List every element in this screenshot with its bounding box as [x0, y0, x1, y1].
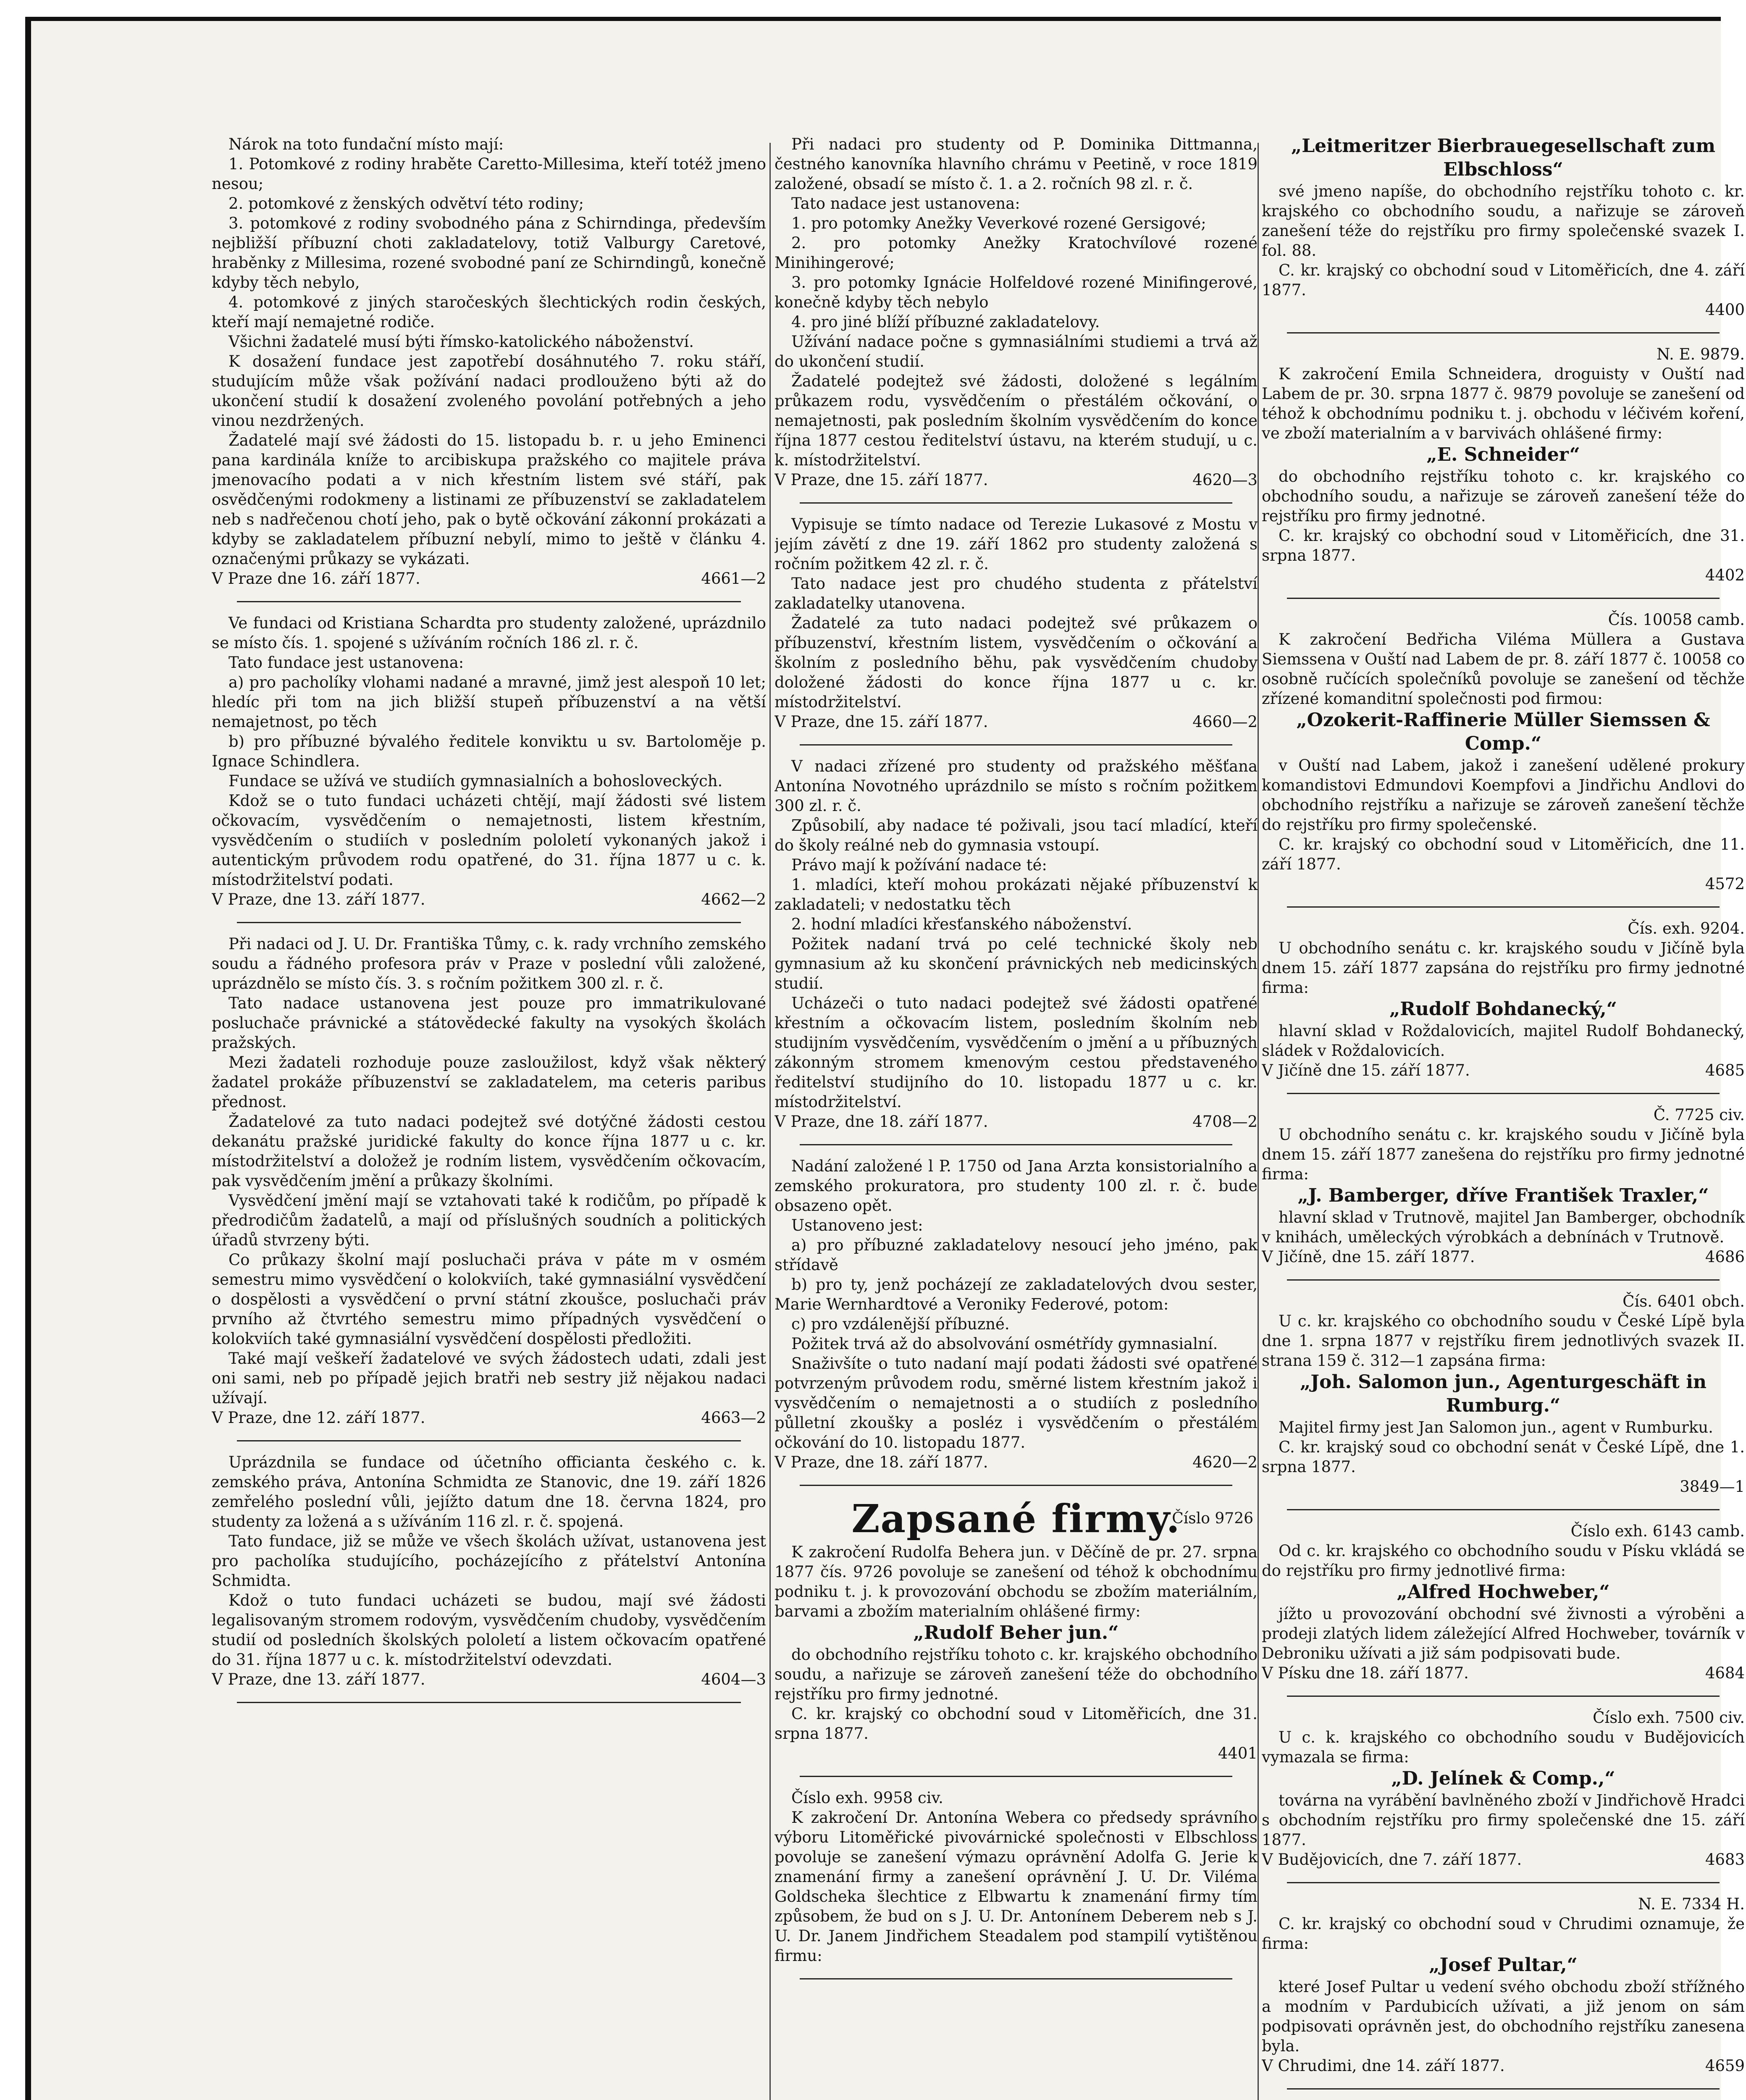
- paragraph: Fundace se užívá ve studiích gymnasialních a bohosloveckých.: [228, 772, 723, 790]
- notice-signoff: [1262, 1060, 1745, 1080]
- column-divider: [1258, 143, 1259, 2100]
- notice-divider: [237, 601, 741, 602]
- firm-name: „Ozokerit-Raffinerie Müller Siemssen & Comp.“: [1296, 709, 1710, 754]
- notice: [775, 1542, 1258, 1763]
- paragraph: 3. potomkové z rodiny svobodného pána z Schirndinga, především nejbližší příbuzní choti zakladatelovy, totiž Valburgy Caretové, hraběnky z Millesima, rozené svobodné paní ze Schirndingů, konečně kdyby těch nebylo,: [212, 214, 766, 291]
- notice: [1262, 919, 1745, 1080]
- notice: [775, 514, 1258, 732]
- notice-divider: [800, 1144, 1232, 1145]
- notice-place-date: V Praze, dne 18. září 1877.: [775, 1113, 988, 1131]
- paragraph: 2. potomkové z ženských odvětví této rodiny;: [228, 194, 584, 213]
- paragraph: Ucházeči o tuto nadaci podejtež své žádosti opatřené křestním a očkovacím listem, posledním školním neb studijním vysvědčením, vysvědčením o jmění a u příbuzných zákonným stromem kmenovým cestou představeného ředitelství studijního do 10. listopadu 1877 u c. kr. místodržitelství.: [775, 994, 1258, 1111]
- paragraph: Při nadaci od J. U. Dr. Františka Tůmy, c. k. rady vrchního zemského soudu a řádného profesora práv v Praze v poslední vůli založené, uprázdnělo se místo čís. 3. s ročním požitkem 300 zl. r. č.: [212, 935, 766, 992]
- paragraph: 1. mladíci, kteří mohou prokázati nějaké příbuzenství k zakladateli; v nedostatku těch: [775, 876, 1258, 914]
- notice-divider: [1287, 1279, 1720, 1281]
- notice-signoff: [1262, 1477, 1745, 1496]
- paragraph: Způsobilí, aby nadace té poživali, jsou tací mladící, kteří do školy reálné neb do gymnasia vstoupí.: [775, 816, 1258, 854]
- paragraph: hlavní sklad v Trutnově, majitel Jan Bamberger, obchodník v knihách, uměleckých výrobkách a debnínách v Trutnově.: [1262, 1208, 1745, 1246]
- notice-place-date: V Praze, dne 13. září 1877.: [212, 1670, 425, 1688]
- paragraph: K zakročení Bedřicha Viléma Müllera a Gustava Siemssena v Ouští nad Labem de pr. 8. září 1877 č. 10058 co osobně ručících společníků povoluje se zanešení od těchže zřízené komanditní společnosti pod firmou:: [1262, 630, 1745, 708]
- paragraph: U c. kr. krajského co obchodního soudu v České Lípě byla dne 1. srpna 1877 v rejstříku firem jednotlivých svazek II. strana 159 č. 312—1 zapsána firma:: [1262, 1312, 1745, 1370]
- notice-signoff: [775, 470, 1258, 490]
- paragraph: 2. hodní mladíci křesťanského náboženství.: [791, 915, 1132, 933]
- notice: [775, 134, 1258, 490]
- paragraph: Žadatelé mají své žádosti do 15. listopadu b. r. u jeho Eminenci pana kardinála kníže to arcibiskupa pražského co majitele práva jmenovacího podati a v nich křestním listem své stáří, pak osvědčenými rodokmeny a listinami ze příbuzenství se zakladatelem neb s nadřečenou chotí jeho, pak o bytě očkování zákonní prokázati a kdyby se zakladatelem příbuzní nebylí, mimo to ještě v článku 4. označenými průkazy se vykázati.: [212, 431, 766, 568]
- paragraph: Právo mají k požívání nadace té:: [791, 856, 1047, 874]
- paragraph: c) pro vzdálenější příbuzné.: [791, 1315, 1010, 1333]
- paragraph: Užívání nadace počne s gymnasiálními studiemi a trvá až do ukončení studií.: [775, 333, 1258, 370]
- notice-number: 3849—1: [1680, 1478, 1745, 1496]
- notice-number: 4402: [1705, 566, 1745, 584]
- notice: [1262, 134, 1745, 320]
- notice-signoff: [212, 890, 766, 909]
- notice-number: 4686: [1705, 1248, 1745, 1266]
- notice-divider: [1287, 1509, 1720, 1510]
- notice-number: 4572: [1705, 875, 1745, 893]
- paragraph: C. kr. krajský co obchodní soud v Litoměřicích, dne 31. srpna 1877.: [775, 1705, 1258, 1743]
- paragraph: Snaživšíte o tuto nadaní mají podati žádosti své opatřené potvrzeným průvodem rodu, směrné listem křestním jakož i vysvědčením o nemajetnosti a o studiích z posledního půlletní zkoušky a posléz i vysvědčením o přestálém očkování do 10. listopadu 1877.: [775, 1354, 1258, 1452]
- notice-divider: [237, 1702, 741, 1703]
- paragraph: 4. potomkové z jiných staročeských šlechtických rodin českých, kteří mají nemajetné rodiče.: [212, 293, 766, 331]
- paragraph: C. kr. krajský co obchodní soud v Litoměřicích, dne 31. srpna 1877.: [1262, 527, 1745, 564]
- notice-place-date: V Jičíně dne 15. září 1877.: [1262, 1061, 1470, 1079]
- notice-number: 4708—2: [1192, 1113, 1258, 1131]
- paragraph: Nadání založené l P. 1750 od Jana Arzta konsistorialního a zemského prokuratora, pro studenty 100 zl. r. č. bude obsazeno opět.: [775, 1157, 1258, 1215]
- paragraph: Kdož o tuto fundaci ucházeti se budou, mají své žádosti legalisovaným stromem rodovým, vysvědčením chudoby, vysvědčením studií od posledních školských pololetí a listem očkovacím opatřené do 31. října 1877 u c. k. místodržitelství odevzdati.: [212, 1591, 766, 1669]
- notice-signoff: [775, 1112, 1258, 1131]
- firm-name: „Joh. Salomon jun., Agenturgeschäft in Rumburg.“: [1300, 1371, 1707, 1416]
- paragraph: 1. Potomkové z rodiny hraběte Caretto-Millesima, kteří totéž jmeno nesou;: [212, 155, 766, 193]
- paragraph: K zakročení Rudolfa Behera jun. v Děčíně de pr. 27. srpna 1877 čís. 9726 povoluje se zanešení od téhož k obchodnímu podniku t. j. k provozování obchodu se zbožím materiálním, barvami a zbožím materialním ohlášené firmy:: [775, 1543, 1258, 1620]
- column-middle: [775, 134, 1258, 2100]
- paragraph: Co průkazy školní mají posluchači práva v páte m v osmém semestru mimo vysvědčení o kolokviích, také gymnasiální vysvědčení o dospělosti a vysvědčení o první státní zkoušce, posluchači práv prvního až čtvrtého semestru mimo případných vysvědčení o kolokviích také gymnasiální vysvědčení dospělosti předložiti.: [212, 1251, 766, 1348]
- paragraph: v Ouští nad Labem, jakož i zanešení udělené prokury komandistovi Edmundovi Koempfovi a Jindřichu Andlovi do obchodního rejstříku a nařizuje se zároveň zanešení těchže do rejstříku pro firmy společenské.: [1262, 756, 1745, 834]
- column-left: [212, 134, 766, 2100]
- notice-divider: [800, 744, 1232, 746]
- notice-number: 4604—3: [701, 1670, 766, 1688]
- firm-name: „Leitmeritzer Bierbrauegesellschaft zum Elbschloss“: [1291, 135, 1716, 180]
- notice-divider: [237, 1440, 741, 1441]
- paragraph: Při nadaci pro studenty od P. Dominika Dittmanna, čestného kanovníka hlavního chrámu v Peetině, v roce 1819 založené, obsadí se místo č. 1. a 2. ročních 98 zl. r. č.: [775, 135, 1258, 193]
- notice-divider: [800, 1978, 1232, 1979]
- paragraph: Nárok na toto fundační místo mají:: [228, 135, 504, 153]
- notice-number: 4685: [1705, 1061, 1745, 1079]
- paragraph: Od c. kr. krajského co obchodního soudu v Písku vkládá se do rejstříku pro firmy jednotlivé firma:: [1262, 1542, 1745, 1580]
- paragraph: Ve fundaci od Kristiana Schardta pro studenty založené, uprázdnilo se místo čís. 1. spojené s užíváním ročních 186 zl. r. č.: [212, 614, 766, 652]
- paragraph: Tato nadace jest pro chudého studenta z přátelství zakladatelky utanovena.: [775, 575, 1258, 612]
- file-number: Čís. 6401 obch.: [1623, 1292, 1745, 1310]
- paragraph: Žadatelé podejtež své žádosti, doložené s legálním průkazem rodu, vysvědčením o přestálém očkování, o nemajetnosti, pak posledním školním vysvědčením do konce října 1877 cestou ředitelství ústavu, na kterém studují, u c. k. místodržitelství.: [775, 372, 1258, 469]
- file-number: Číslo exh. 7500 civ.: [1593, 1709, 1745, 1727]
- paragraph: Kdož se o tuto fundaci ucházeti chtějí, mají žádosti své listem očkovacím, vysvědčením o nemajetnosti, listem křestním, vysvědčením o studiích v posledním pololetí vykonaných jakož i autentickým průvodem rodu opatřené, do 31. října 1877 u c. k. místodržitelství podati.: [212, 792, 766, 889]
- firm-name: „E. Schneider“: [1426, 444, 1580, 465]
- paragraph: C. kr. krajský soud co obchodní senát v České Lípě, dne 1. srpna 1877.: [1262, 1438, 1745, 1476]
- notice-number: 4659: [1705, 2057, 1745, 2075]
- paragraph: 1. pro potomky Anežky Veverkové rozené Gersigové;: [791, 214, 1206, 232]
- paragraph: do obchodního rejstříku tohoto c. kr. krajského co obchodního soudu, a nařizuje se zároveň zanešení téže do rejstříku pro firmy jednotné.: [1262, 467, 1745, 525]
- notice: [1262, 344, 1745, 585]
- notice-place-date: V Písku dne 18. září 1877.: [1262, 1664, 1469, 1682]
- notice-signoff: [775, 712, 1258, 732]
- notice: [1262, 1708, 1745, 1869]
- notice-number: 4661—2: [701, 570, 766, 588]
- paragraph: a) pro příbuzné zakladatelovy nesoucí jeho jméno, pak střídavě: [775, 1236, 1258, 1274]
- notice-signoff: [1262, 300, 1745, 320]
- notice-signoff: [1262, 1850, 1745, 1869]
- column-divider: [769, 143, 771, 2100]
- paragraph: Všichni žadatelé musí býti římsko-katolického náboženství.: [228, 333, 694, 351]
- notice: [212, 1452, 766, 1689]
- notice: [775, 1788, 1258, 1966]
- notice-signoff: [1262, 1663, 1745, 1683]
- notice-number: 4662—2: [701, 890, 766, 908]
- notice-place-date: V Chrudimi, dne 14. září 1877.: [1262, 2057, 1505, 2075]
- paragraph: Také mají veškeří žadatelové ve svých žádostech udati, zdali jest oni sami, neb po případě jejich bratři neb sestry již nějakou nadaci užívají.: [212, 1349, 766, 1407]
- paragraph: K dosažení fundace jest zapotřebí dosáhnutého 7. roku stáří, studujícím může však požívání nadaci prodlouženo býti až do ukončení studií k dosažení zvoleného povolání potřebných a jeho vinou nezdržených.: [212, 352, 766, 430]
- notice: [212, 934, 766, 1428]
- firm-name: „Rudolf Beher jun.“: [913, 1622, 1119, 1643]
- paragraph: U obchodního senátu c. kr. krajského soudu v Jičíně byla dnem 15. září 1877 zapsána do rejstříku pro firmy jednotné firma:: [1262, 939, 1745, 997]
- paragraph: Uprázdnila se fundace od účetního officianta českého c. k. zemského práva, Antonína Schmidta ze Stanovic, dne 19. září 1826 zemřelého poslední vůli, jejížto datum dne 18. června 1824, pro studenty za ložená a s užíváním 116 zl. r. č. spojená.: [212, 1453, 766, 1530]
- paragraph: Číslo exh. 9958 civ.: [791, 1789, 943, 1807]
- notice-place-date: V Budějovicích, dne 7. září 1877.: [1262, 1851, 1522, 1869]
- notice-signoff: [775, 1452, 1258, 1472]
- notice-number: 4663—2: [701, 1409, 766, 1427]
- notice-place-date: V Praze, dne 13. září 1877.: [212, 890, 425, 908]
- section-title-text: Zapsané firmy.: [851, 1496, 1181, 1541]
- paragraph: V nadaci zřízené pro studenty od pražského měšťana Antonína Novotného uprázdnilo se místo s ročním požitkem 300 zl. r. č.: [775, 757, 1258, 815]
- notice-signoff: [212, 1670, 766, 1689]
- notice-divider: [800, 1776, 1232, 1777]
- paragraph: Mezi žadateli rozhoduje pouze zasloužilost, když však některý žadatel prokáže příbuzenství se zakladatelem, ma ceteris paribus přednost.: [212, 1053, 766, 1111]
- firm-name: „Josef Pultar,“: [1429, 1954, 1578, 1976]
- paragraph: Žadatelé za tuto nadaci podejtež své průkazem o příbuzenství, křestním listem, vysvědčením o očkování a školním z posledního běhu, pak vysvědčením chudoby doložené žádosti do konce října 1877 u c. kr. místodržitelství.: [775, 614, 1258, 711]
- paragraph: jížto u provozování obchodní své živnosti a výroběni a prodeji zlatých lidem záležející Alfred Hochweber, továrník v Debroniku užívati a již sám podpisovati bude.: [1262, 1605, 1745, 1662]
- notice: [1262, 1894, 1745, 2076]
- notice-number: 4660—2: [1192, 713, 1258, 731]
- column-right: [1262, 134, 1745, 2100]
- paragraph: C. kr. krajský co obchodní soud v Chrudimi oznamuje, že firma:: [1262, 1915, 1745, 1953]
- paragraph: Tato fundace jest ustanovena:: [228, 654, 464, 672]
- notice-divider: [800, 1485, 1232, 1486]
- notice-number: 4400: [1705, 301, 1745, 319]
- paragraph: Vysvědčení jmění mají se vztahovati také k rodičům, po případě k předrodičům žadatelů, a mají od příslušných soudních a politických úřadů stvrzeny býti.: [212, 1192, 766, 1249]
- paragraph: které Josef Pultar u vedení svého obchodu zboží střížného a modním v Pardubicích užívati, a již jenom on sám podpisovati oprávněn jest, do obchodního rejstříku zanesena byla.: [1262, 1978, 1745, 2055]
- notice-divider: [1287, 906, 1720, 908]
- notice-place-date: V Praze dne 16. září 1877.: [212, 570, 420, 588]
- file-number: Č. 7725 civ.: [1653, 1106, 1745, 1124]
- notice-signoff: [775, 1743, 1258, 1763]
- paragraph: Majitel firmy jest Jan Salomon jun., agent v Rumburku.: [1279, 1418, 1713, 1436]
- paragraph: Vypisuje se tímto nadace od Terezie Lukasové z Mostu v jejím závětí z dne 19. září 1862 pro studenty založená s ročním požitkem 42 zl. r. č.: [775, 515, 1258, 573]
- firm-name: „Alfred Hochweber,“: [1397, 1581, 1610, 1603]
- paragraph: své jmeno napíše, do obchodního rejstříku tohoto c. kr. krajského co obchodního soudu, a nařizuje se zároveň zanešení téže do rejstříku pro firmy společenské svazek I. fol. 88.: [1262, 182, 1745, 260]
- notice-place-date: V Praze, dne 15. září 1877.: [775, 471, 988, 489]
- file-number: Čís. 10058 camb.: [1608, 611, 1745, 629]
- notice-divider: [800, 502, 1232, 504]
- paragraph: Žadatelové za tuto nadaci podejtež své dotýčné žádosti cestou dekanátu pražské juridické fakulty do konce října 1877 u c. kr. místodržitelství a doložež je rodním listem, vysvědčením očkovacím, pak vysvědčením jmění a průkazy školními.: [212, 1113, 766, 1190]
- paragraph: U obchodního senátu c. kr. krajského soudu v Jičíně byla dnem 15. září 1877 zanešena do rejstříku pro firmy jednotné firma:: [1262, 1126, 1745, 1183]
- paragraph: Požitek nadaní trvá po celé technické školy neb gymnasium až ku skončení právnických neb medicinských studií.: [775, 935, 1258, 992]
- notice-place-date: V Praze, dne 15. září 1877.: [775, 713, 988, 731]
- paragraph: C. kr. krajský co obchodní soud v Litoměřicích, dne 11. září 1877.: [1262, 835, 1745, 873]
- paragraph: Tato nadace jest ustanovena:: [791, 194, 1020, 213]
- notice-signoff: [1262, 1247, 1745, 1267]
- notice-signoff: [1262, 565, 1745, 585]
- notice-divider: [1287, 332, 1720, 333]
- notice-divider: [1287, 598, 1720, 599]
- notice: [775, 1156, 1258, 1472]
- paragraph: b) pro příbuzné bývalého ředitele konviktu u sv. Bartoloměje p. Ignace Schindlera.: [212, 732, 766, 770]
- notice-number: 4684: [1705, 1664, 1745, 1682]
- paragraph: C. kr. krajský co obchodní soud v Litoměřicích, dne 4. září 1877.: [1262, 261, 1745, 299]
- notice-signoff: [212, 569, 766, 588]
- paragraph: K zakročení Emila Schneidera, droguisty v Ouští nad Labem de pr. 30. srpna 1877 č. 9879 povoluje se zanešení od téhož k obchodnímu podniku t. j. obchodu v léčivém koření, ve zboží materialním a v barvivách ohlášené firmy:: [1262, 365, 1745, 442]
- notice: [212, 613, 766, 909]
- notice-number: 4620—2: [1192, 1453, 1258, 1471]
- notice: [1262, 1105, 1745, 1267]
- file-number: Čís. exh. 9204.: [1628, 919, 1745, 937]
- notice: [1262, 1521, 1745, 1683]
- section-number: Číslo 9726: [1172, 1510, 1253, 1527]
- paragraph: 3. pro potomky Ignácie Holfeldové rozené Minifingerové, konečně kdyby těch nebylo: [775, 273, 1258, 311]
- paragraph: hlavní sklad v Roždalovicích, majitel Rudolf Bohdanecký, sládek v Roždalovicích.: [1262, 1022, 1745, 1060]
- notice-number: 4401: [1218, 1744, 1258, 1762]
- notice-signoff: [1262, 2056, 1745, 2076]
- firm-name: „D. Jelínek & Comp.,“: [1391, 1768, 1615, 1789]
- firm-name: „Rudolf Bohdanecký,“: [1389, 998, 1617, 1020]
- file-number: N. E. 9879.: [1657, 345, 1745, 363]
- notice-signoff: [1262, 874, 1745, 894]
- notice-divider: [1287, 1882, 1720, 1883]
- file-number: Číslo exh. 6143 camb.: [1570, 1522, 1745, 1540]
- notice-place-date: V Jičíně, dne 15. září 1877.: [1262, 1248, 1475, 1266]
- paragraph: 2. pro potomky Anežky Kratochvílové rozené Minihingerové;: [775, 234, 1258, 272]
- paragraph: K zakročení Dr. Antonína Webera co předsedy správního výboru Litoměřické pivovárnické společnosti v Elbschloss povoluje se zanešení výmazu oprávnění Adolfa G. Jerie k znamenání firmy a zanešení oprávnění J. U. Dr. Viléma Goldscheka šlechtice z Elbwartu k znamenání firmy tím způsobem, že bud on s J. U. Dr. Antonínem Deberem neb s J. U. Dr. Janem Jindřichem Steadalem pod stampilí vytištěnou firmu:: [775, 1809, 1258, 1965]
- file-number: N. E. 7334 H.: [1638, 1895, 1745, 1913]
- notice-signoff: [212, 1408, 766, 1428]
- paragraph: Ustanoveno jest:: [791, 1216, 923, 1234]
- paragraph: 4. pro jiné blíží příbuzné zakladatelovy.: [791, 313, 1100, 331]
- notice: [775, 756, 1258, 1131]
- newspaper-page: [25, 17, 1745, 2100]
- notice-divider: [1287, 1696, 1720, 1697]
- notice: [1262, 610, 1745, 894]
- notice-number: 4683: [1705, 1851, 1745, 1869]
- paragraph: Požitek trvá až do absolvování osmétřídy gymnasialní.: [791, 1335, 1218, 1353]
- notice-place-date: V Praze, dne 18. září 1877.: [775, 1453, 988, 1471]
- notice-divider: [1287, 2088, 1720, 2090]
- paragraph: a) pro pacholíky vlohami nadané a mravné, jimž jest alespoň 10 let; hledíc při tom na jich bližší stupeň příbuzenství a na větší nemajetnost, po těch: [212, 673, 766, 731]
- paragraph: Tato nadace ustanovena jest pouze pro immatrikulované posluchače právnické a státovědecké fakulty na vysokých školách pražských.: [212, 994, 766, 1052]
- paragraph: továrna na vyrábění bavlněného zboží v Jindřichově Hradci s obchodním rejstříku pro firmy společenské dne 15. září 1877.: [1262, 1791, 1745, 1849]
- section-title: [775, 1497, 1258, 1541]
- notice: [212, 134, 766, 588]
- paragraph: do obchodního rejstříku tohoto c. kr. krajského obchodního soudu, a nařizuje se zároveň zanešení téže do obchodního rejstříku pro firmy jednotné.: [775, 1646, 1258, 1703]
- notice-place-date: V Praze, dne 12. září 1877.: [212, 1409, 425, 1427]
- notice: [1262, 1292, 1745, 1496]
- paragraph: b) pro ty, jenž pocházejí ze zakladatelových dvou sester, Marie Wernhardtové a Veroniky Federové, potom:: [775, 1276, 1258, 1313]
- firm-name: „J. Bamberger, dříve František Traxler,“: [1297, 1185, 1709, 1206]
- notice-divider: [237, 922, 741, 923]
- notice-number: 4620—3: [1192, 471, 1258, 489]
- notice-divider: [1287, 1093, 1720, 1094]
- paragraph: U c. k. krajského co obchodního soudu v Budějovicích vymazala se firma:: [1262, 1728, 1745, 1766]
- paragraph: Tato fundace, již se může ve všech školách užívat, ustanovena jest pro pacholíka studujícího, pocházejícího z přátelství Antonína Schmidta.: [212, 1532, 766, 1590]
